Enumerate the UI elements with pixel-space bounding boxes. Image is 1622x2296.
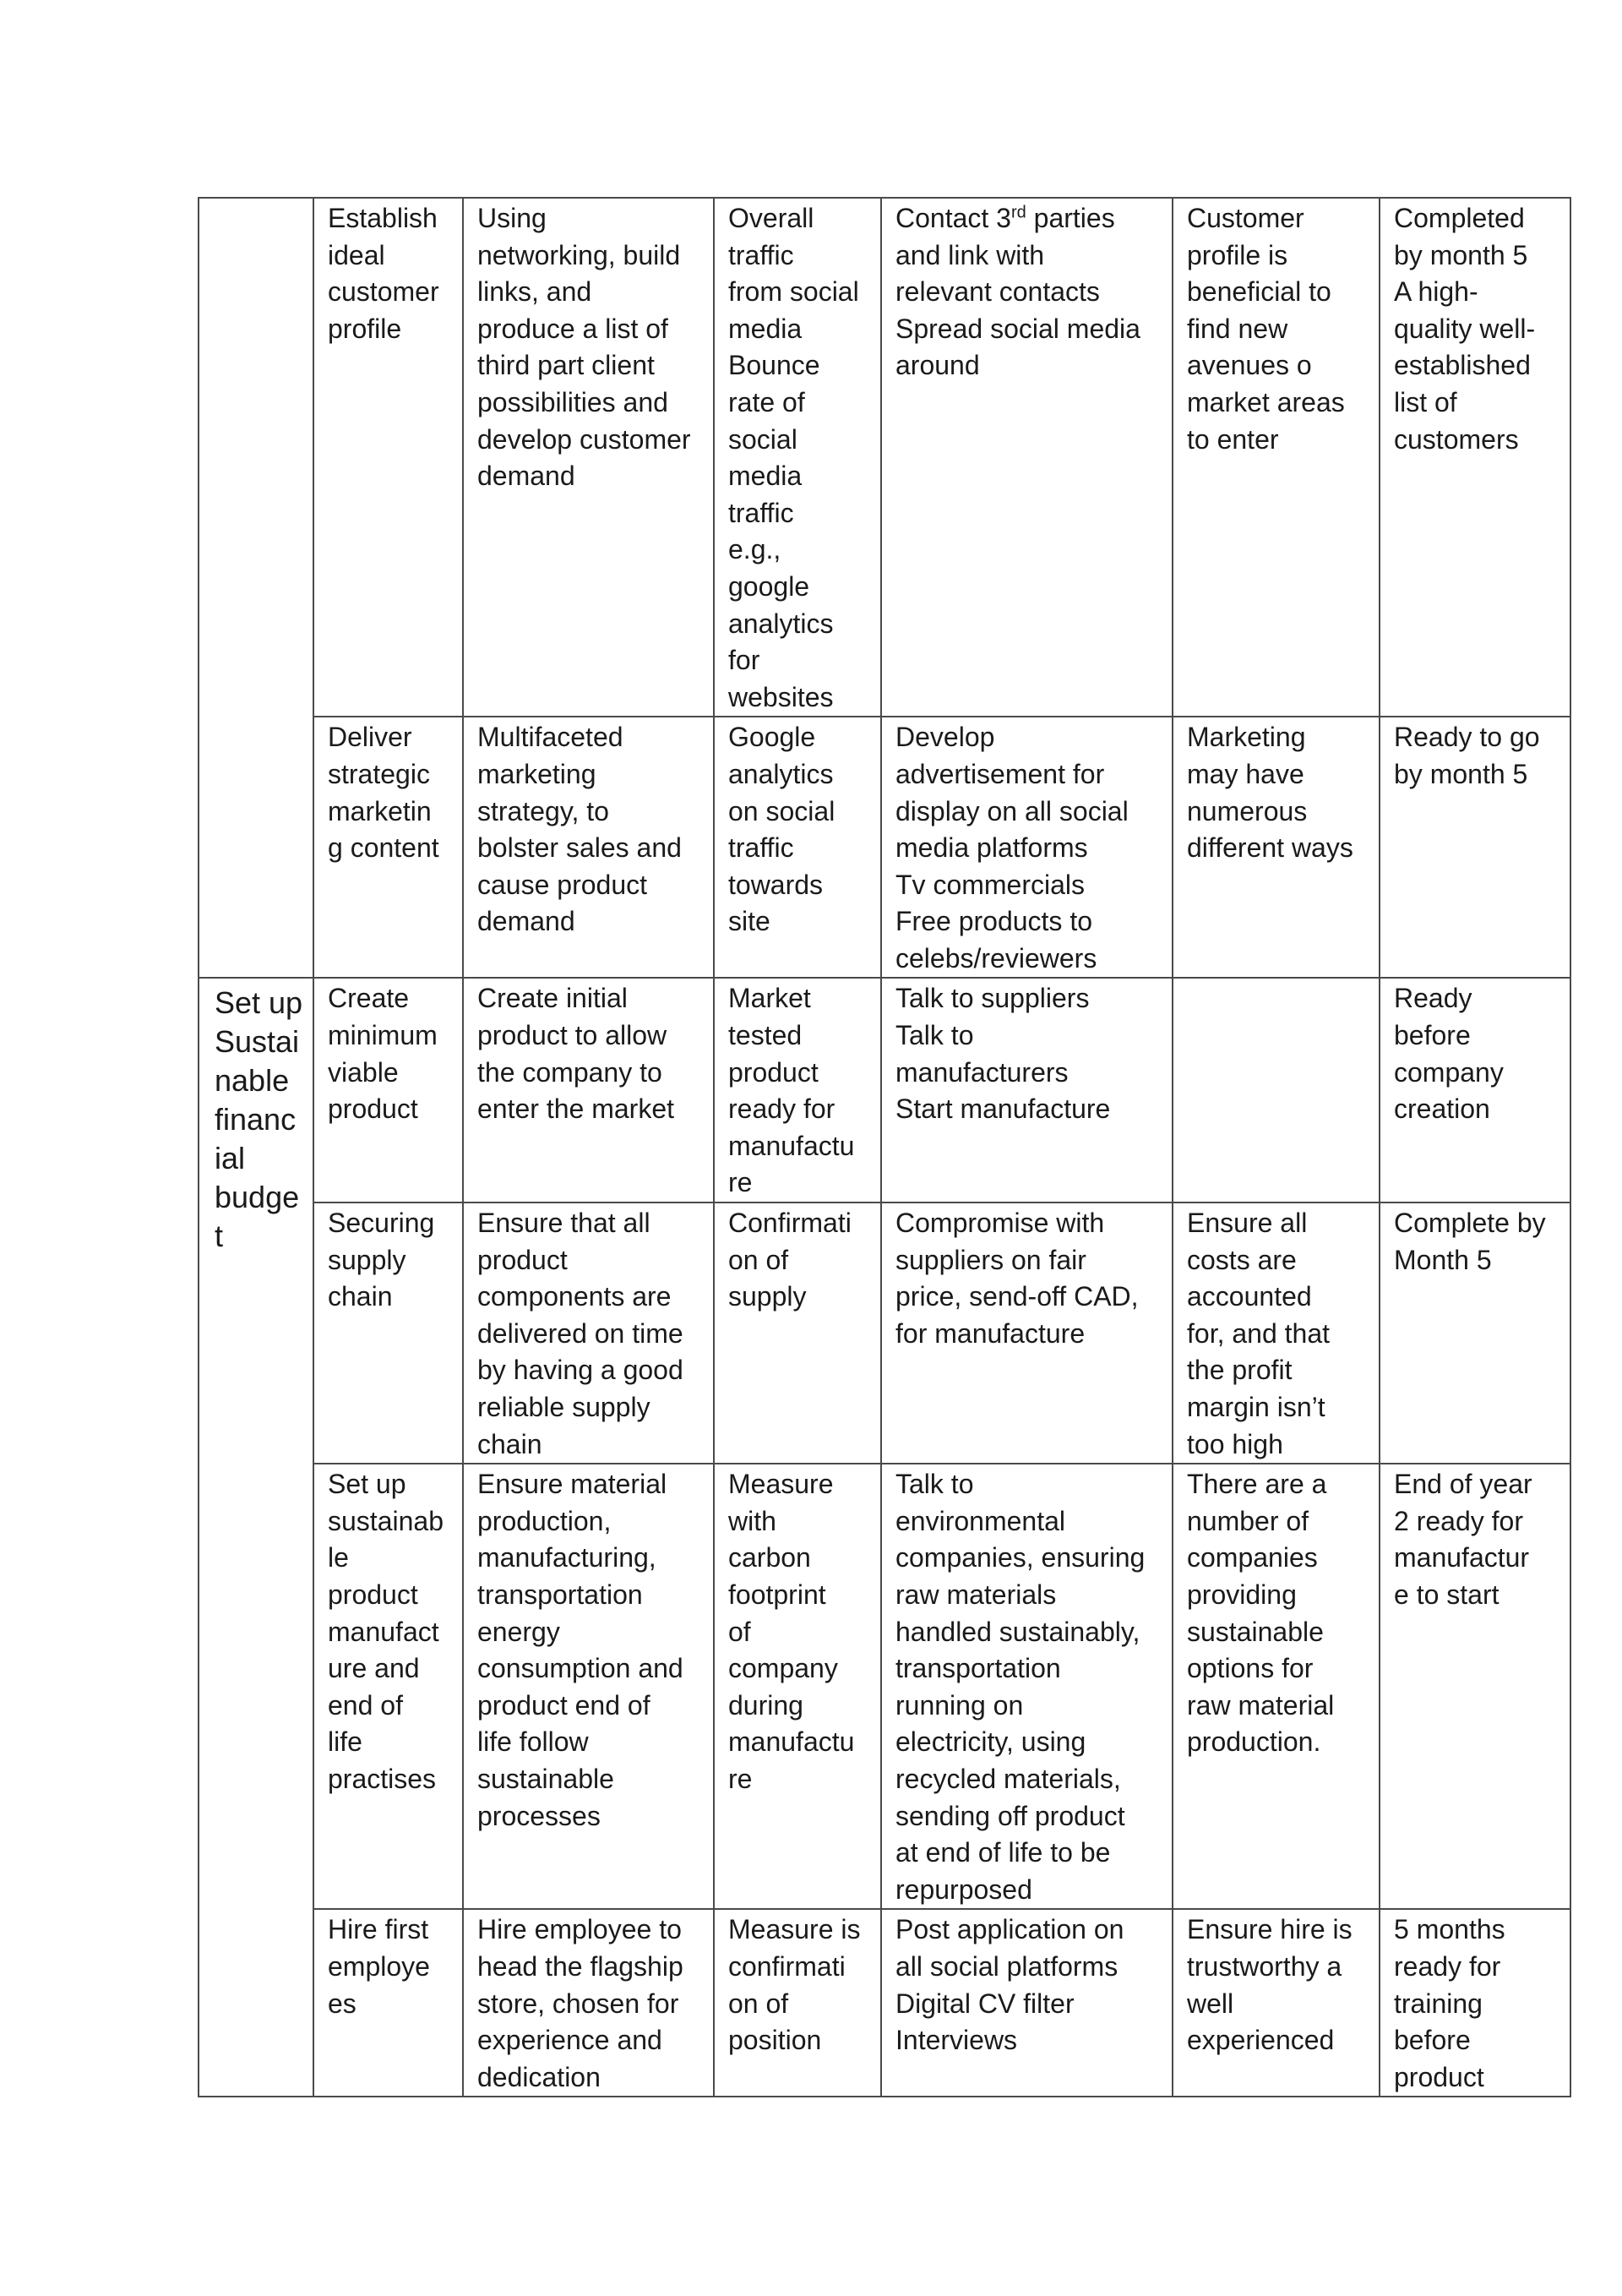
task-cell: Hire first employe es — [313, 1909, 463, 2097]
measure-cell: Measure is confirmati on of position — [714, 1909, 881, 2097]
description-cell: Ensure that all product components are delivered on time by having a good reliable supply chain — [463, 1203, 714, 1464]
description-cell: Using networking, build links, and produce a list of third part client possibilities and develop customer demand — [463, 198, 714, 717]
description-cell: Ensure material production, manufacturing, transportation energy consumption and product end of life follow sustainable processes — [463, 1464, 714, 1909]
action-plan-table — [198, 197, 1571, 2097]
table-row — [199, 1203, 1570, 1464]
actions-cell: Talk to environmental companies, ensuring raw materials handled sustainably, transportation running on electricity, using recycled materials, sending off product at end of life to be repurposed — [881, 1464, 1173, 1909]
timeline-cell: Ready before company creation — [1380, 978, 1570, 1203]
table-row — [199, 198, 1570, 717]
notes-cell: Marketing may have numerous different ways — [1173, 717, 1380, 978]
table-row — [199, 978, 1570, 1203]
timeline-cell: Completed by month 5 A high- quality well- established list of customers — [1380, 198, 1570, 717]
objective-cell: Set up Sustai nable financ ial budge t — [199, 978, 313, 2097]
timeline-cell: 5 months ready for training before product — [1380, 1909, 1570, 2097]
actions-cell — [881, 198, 1173, 717]
task-cell: Deliver strategic marketin g content — [313, 717, 463, 978]
actions-text-end: parties and link with relevant contacts Spread social media around — [895, 203, 1140, 381]
table-row — [199, 1464, 1570, 1909]
table-row — [199, 717, 1570, 978]
task-cell: Set up sustainab le product manufact ure and end of life practises — [313, 1464, 463, 1909]
actions-cell: Develop advertisement for display on all social media platforms Tv commercials Free products to celebs/reviewers — [881, 717, 1173, 978]
description-cell: Multifaceted marketing strategy, to bolster sales and cause product demand — [463, 717, 714, 978]
table-row — [199, 1909, 1570, 2097]
notes-cell: There are a number of companies providing sustainable options for raw material production. — [1173, 1464, 1380, 1909]
description-cell: Hire employee to head the flagship store, chosen for experience and dedication — [463, 1909, 714, 2097]
timeline-cell: Complete by Month 5 — [1380, 1203, 1570, 1464]
task-cell: Securing supply chain — [313, 1203, 463, 1464]
description-cell: Create initial product to allow the company to enter the market — [463, 978, 714, 1203]
notes-cell: Ensure all costs are accounted for, and that the profit margin isn’t too high — [1173, 1203, 1380, 1464]
actions-text-start: Contact 3 — [895, 203, 1011, 233]
measure-cell: Overall traffic from social media Bounce rate of social media traffic e.g., google analytics for websites — [714, 198, 881, 717]
ordinal-superscript: rd — [1010, 203, 1026, 222]
measure-cell: Confirmati on of supply — [714, 1203, 881, 1464]
objective-cell — [199, 198, 313, 978]
measure-cell: Google analytics on social traffic towards site — [714, 717, 881, 978]
timeline-cell: End of year 2 ready for manufactur e to start — [1380, 1464, 1570, 1909]
notes-cell — [1173, 978, 1380, 1203]
task-cell: Establish ideal customer profile — [313, 198, 463, 717]
task-cell: Create minimum viable product — [313, 978, 463, 1203]
timeline-cell: Ready to go by month 5 — [1380, 717, 1570, 978]
notes-cell: Ensure hire is trustworthy a well experienced — [1173, 1909, 1380, 2097]
measure-cell: Market tested product ready for manufactu re — [714, 978, 881, 1203]
actions-cell: Talk to suppliers Talk to manufacturers Start manufacture — [881, 978, 1173, 1203]
measure-cell: Measure with carbon footprint of company during manufactu re — [714, 1464, 881, 1909]
notes-cell: Customer profile is beneficial to find new avenues o market areas to enter — [1173, 198, 1380, 717]
actions-cell: Post application on all social platforms Digital CV filter Interviews — [881, 1909, 1173, 2097]
actions-cell: Compromise with suppliers on fair price, send-off CAD, for manufacture — [881, 1203, 1173, 1464]
